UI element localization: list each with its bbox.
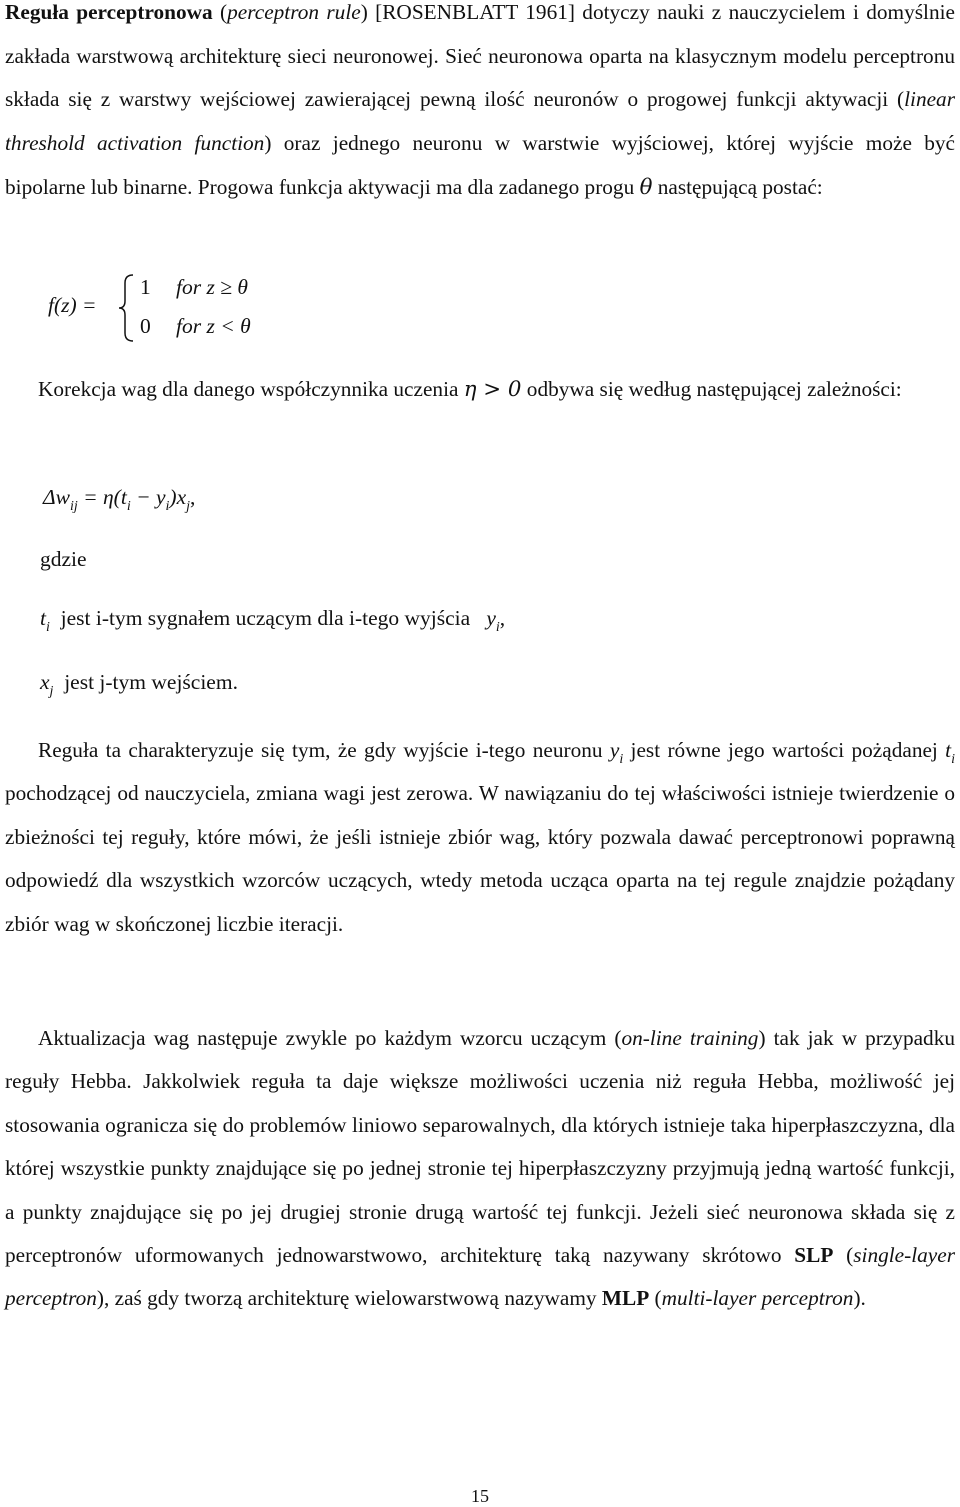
term-linear-threshold: linear threshold activation function <box>5 87 955 156</box>
left-brace-icon <box>117 273 135 343</box>
term-online-training: on-line training <box>621 1026 759 1050</box>
theta-symbol: θ <box>639 174 653 200</box>
case2-value: 0 <box>140 314 151 338</box>
term-perceptron-rule: perceptron rule <box>227 0 361 24</box>
definition-t: $t_i$ jest i-tym sygnałem uczącym dla i-tego wyjścia $y_i$, <box>40 606 506 635</box>
eta-condition: η > 0 <box>463 377 522 402</box>
definition-x: $x_j$ jest j-tym wejściem. <box>40 670 238 699</box>
rule-title: Reguła perceptronowa <box>5 0 213 24</box>
term-multi-layer: multi-layer perceptron <box>661 1286 854 1311</box>
formula-lhs: f(z) = <box>48 293 97 317</box>
case1-condition: for z ≥ θ <box>176 275 248 299</box>
abbr-slp: SLP <box>794 1243 834 1268</box>
abbr-mlp: MLP <box>601 1286 650 1311</box>
case2-condition: for z < θ <box>176 314 251 338</box>
page-number: 15 <box>471 1486 489 1506</box>
case1-value: 1 <box>140 275 151 299</box>
paragraph-perceptron-rule: Reguła perceptronowa (perceptron rule) [ROSENBLATT 1961] dotyczy nauki z nauczycielem i domyślnie zakłada warstwową architekturę sieci neuronowej. Sieć neuronowa oparta na klasycznym modelu perceptronu składa się z warstwy wejściowej zawierającej pewną ilość neuronów o progowej funkcji aktywacji (linear threshold activation function) oraz jednego neuronu w warstwie wyjściowej, której wyjście może być bipolarne lub binarne. Progowa funkcja aktywacji ma dla zadanego progu θ następującą postać: <box>5 0 955 200</box>
term-single-layer: single-layer perceptron <box>5 1243 955 1311</box>
paragraph-weight-correction: Korekcja wag dla danego współczynnika uczenia η > 0 odbywa się według następującej zależności: <box>38 377 902 402</box>
weight-update-formula: $\Delta w_{ij} = \eta(t_i - y_i)x_j$, <box>43 485 196 514</box>
where-label: gdzie <box>40 547 87 571</box>
paragraph-weight-update: Aktualizacja wag następuje zwykle po każdym wzorcu uczącym (on-line training) tak jak w przypadku reguły Hebba. Jakkolwiek reguła ta daje większe możliwości uczenia niż reguła Hebba, możliwość jej stosowania ogranicza się do problemów liniowo separowalnych, dla których istnieje taka hiperpłaszczyzna, dla której wszystkie punkty znajdujące się po jednej stronie tej hiperpłaszczyzny przyjmują jedną wartość funkcji, a punkty znajdujące się po jej drugiej stronie drugą wartość tej funkcji. Jeżeli sieć neuronowa składa się z perceptronów uformowanych jednowarstwowo, architekturę taką nazywany skrótowo SLP (single-layer perceptron), zaś gdy tworzą architekturę wielowarstwową nazywamy MLP (multi-layer perceptron). <box>5 1026 955 1311</box>
paragraph-rule-property: Reguła ta charakteryzuje się tym, że gdy wyjście i-tego neuronu $y_i$ jest równe jego wartości pożądanej $t_i$ pochodzącej od nauczyciela, zmiana wagi jest zerowa. W nawiązaniu do tej właściwości istnieje twierdzenie o zbieżności tej reguły, które mówi, że jeśli istnieje zbiór wag, który pozwala dawać perceptronowi poprawną odpowiedź dla wszystkich wzorców uczących, wtedy metoda ucząca oparta na tej regule znajdzie pożądany zbiór wag w skończonej liczbie iteracji. <box>5 738 955 936</box>
